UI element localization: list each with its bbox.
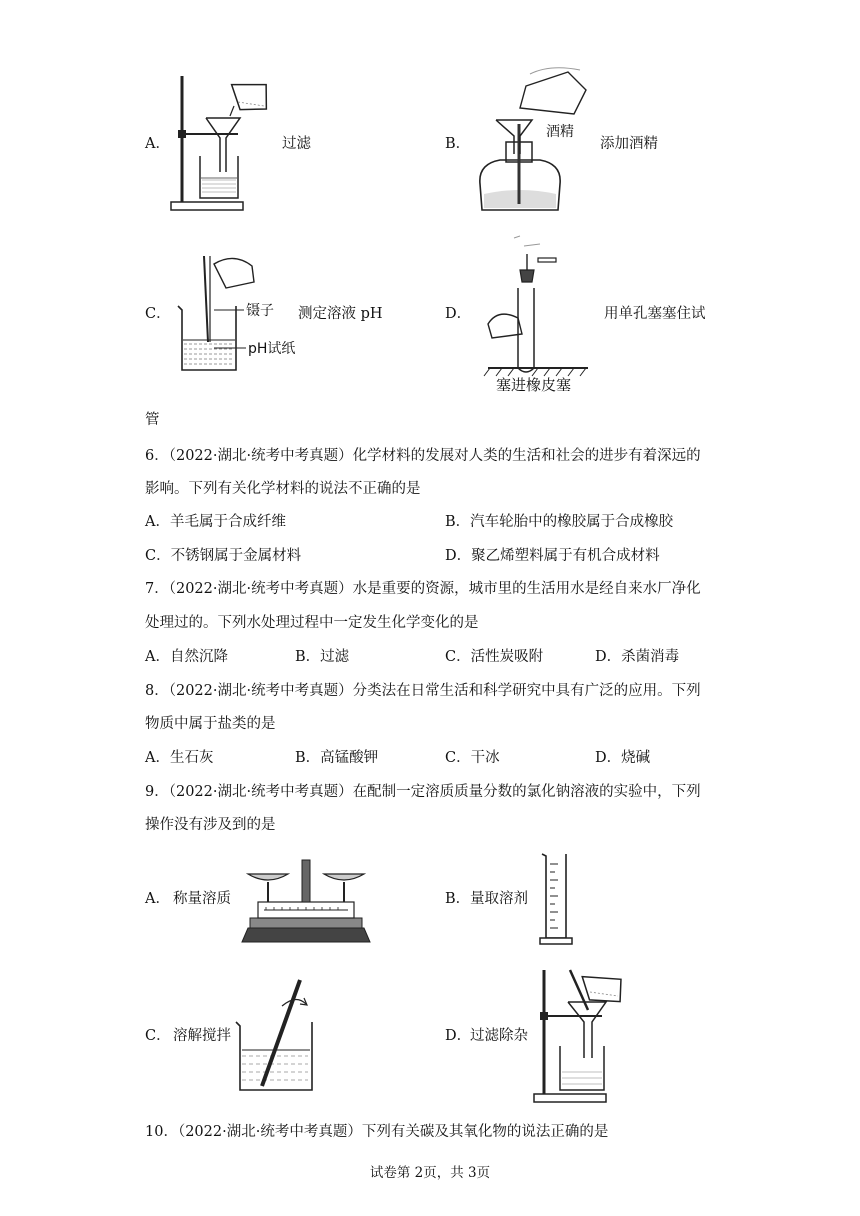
q5-option-d-text-cont: 管 [145, 412, 160, 428]
q9-stem-line2: 操作没有涉及到的是 [145, 817, 276, 833]
q7-option-b[interactable]: B．过滤 [295, 649, 350, 665]
q6-option-d[interactable]: D．聚乙烯塑料属于有机合成材料 [445, 548, 660, 564]
q5-option-a-letter: A． [145, 136, 170, 152]
tweezers-label: 镊子 [246, 303, 274, 319]
q5-option-a-text: 过滤 [282, 136, 311, 152]
q5-option-d-text: 用单孔塞塞住试 [604, 306, 706, 322]
q8-option-b[interactable]: B．高锰酸钾 [295, 750, 379, 766]
q5-option-b-text: 添加酒精 [600, 136, 658, 152]
q9-option-b-letter: B． [445, 891, 471, 907]
graduated-cylinder-figure [536, 850, 576, 948]
q10-stem-line1: 10．（2022·湖北·统考中考真题）下列有关碳及其氧化物的说法正确的是 [145, 1124, 609, 1140]
q8-stem-line1: 8．（2022·湖北·统考中考真题）分类法在日常生活和科学研究中具有广泛的应用。下列 [145, 683, 701, 699]
q6-option-c[interactable]: C．不锈钢属于金属材料 [145, 548, 302, 564]
q8-stem-line2: 物质中属于盐类的是 [145, 716, 276, 732]
balance-scale-figure [240, 856, 372, 946]
q6-stem-line2: 影响。下列有关化学材料的说法不正确的是 [145, 481, 421, 497]
q9-option-a-letter: A． [145, 891, 170, 907]
q6-stem-line1: 6．（2022·湖北·统考中考真题）化学材料的发展对人类的生活和社会的进步有着深远的 [145, 448, 701, 464]
q7-stem-line1: 7．（2022·湖北·统考中考真题）水是重要的资源，城市里的生活用水是经自来水厂净化 [145, 581, 701, 597]
q7-option-d[interactable]: D．杀菌消毒 [595, 649, 680, 665]
stopper-label: 塞进橡皮塞 [496, 376, 572, 394]
q7-stem-line2: 处理过的。下列水处理过程中一定发生化学变化的是 [145, 615, 479, 631]
alcohol-lamp-figure [470, 64, 595, 218]
alcohol-label: 酒精 [546, 124, 574, 140]
q7-option-a[interactable]: A．自然沉降 [145, 649, 228, 665]
q5-option-c-letter: C． [145, 306, 171, 322]
page-footer: 试卷第 2页，共 3页 [369, 1165, 491, 1181]
q5-option-d-letter: D． [445, 306, 472, 322]
q6-option-b[interactable]: B．汽车轮胎中的橡胶属于合成橡胶 [445, 514, 674, 530]
q9-option-c-text: 溶解搅拌 [173, 1028, 231, 1044]
stirring-beaker-figure [232, 976, 322, 1094]
q7-option-c[interactable]: C．活性炭吸附 [445, 649, 544, 665]
filtration-figure [530, 966, 630, 1106]
q9-option-d-letter: D． [445, 1028, 472, 1044]
q8-option-a[interactable]: A．生石灰 [145, 750, 214, 766]
q9-option-c-letter: C． [145, 1028, 171, 1044]
q6-option-a[interactable]: A．羊毛属于合成纤维 [145, 514, 286, 530]
q9-option-d-text: 过滤除杂 [470, 1028, 528, 1044]
filtration-apparatus-figure [168, 72, 283, 214]
q9-option-a-text: 称量溶质 [173, 891, 231, 907]
stopper-insertion-figure [478, 234, 608, 394]
q5-option-b-letter: B． [445, 136, 471, 152]
q8-option-c[interactable]: C．干冰 [445, 750, 500, 766]
q5-option-c-text: 测定溶液 pH [298, 306, 383, 322]
q9-option-b-text: 量取溶剂 [470, 891, 528, 907]
q8-option-d[interactable]: D．烧碱 [595, 750, 651, 766]
ph-paper-label: pH试纸 [248, 341, 296, 357]
ph-test-figure [174, 246, 304, 376]
q9-stem-line1: 9．（2022·湖北·统考中考真题）在配制一定溶质质量分数的氯化钠溶液的实验中，下列 [145, 784, 701, 800]
